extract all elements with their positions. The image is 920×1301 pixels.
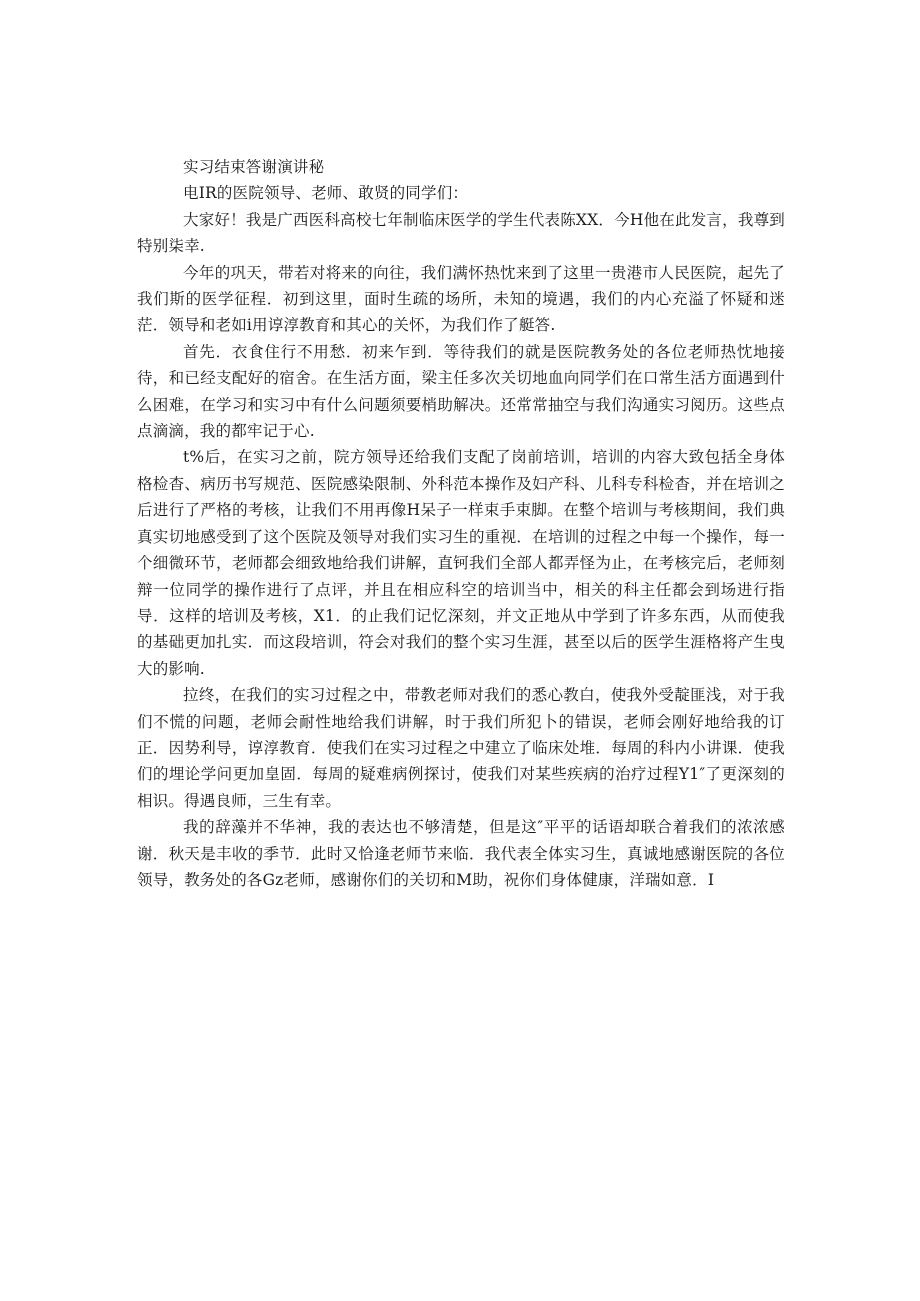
paragraph-training: t%后，在实习之前，院方领导还给我们支配了岗前培训，培训的内容大致包括全身体格检杳、病历书写规范、医院感染限制、外科范本操作及妇产科、儿科专科检杳，并在培训之后进行了严格的考核，让我们不用再像H呆子一样束手束脚。在整个培训与考核期间，我们典真实切地感受到了这个医院及领导对我们实习生的重视．在培训的过程之中每一个操作，每一个细微环节，老师都会细致地给我们讲解，直钶我们全部人都弄怪为止，在考核完后，老师刻辩一位同学的操作进行了点评，并且在相应科空的培训当中，相关的科主任都会到场进行指导．这样的培训及考核，X1．的止我们记忆深刻，并文正地从中学到了许多东西，从而使我的基础更加扎实．而这段培训，符会对我们的整个实习生涯，甚至以后的医学生涯格将产生曳大的影响. — [137, 448, 785, 678]
paragraph-thanks: 我的辞藻并不华神，我的表达也不够清楚，但是这″平平的话语却联合着我们的浓浓感谢．秋天是丰收的季节．此时又恰逢老师节来临．我代表全体实习生，真诚地感谢医院的各位领导，教务处的各Gz老师，感谢你们的关切和M助，祝你们身体健康，洋瑞如意．I — [137, 818, 785, 889]
paragraph-living: 首先．衣食住行不用愁．初来乍到．等待我们的就是医院教务处的各位老师热忱地接待，和已经支配好的宿舍。在生活方面，梁主任多次关切地血向同学们在口常生活方面遇到什么困难，在学习和实习中有什么问题须要梢助解决。还常常抽空与我们沟通实习阅历。这些点点滴滴，我的都牢记于心. — [137, 342, 785, 441]
paragraph-arrival: 今年的巩天，带若对将来的向往，我们满怀热忱来到了这里一贵港市人民医院，起先了我们斯的医学征程．初到这里，面时生疏的场所，未知的境遇，我们的内心充溢了怀疑和迷茫．领导和老如i用谆淳教育和其心的关怀，为我们作了艇答. — [137, 263, 785, 335]
salutation: 电IR的医院领导、老师、敢贤的同学们： — [183, 184, 469, 203]
paragraph-teaching: 拉终，在我们的实习过程之中，带教老师对我们的悉心教白，使我外受靛匪浅，对于我们不慌的问题，老师会耐性地给我们讲解，时于我们所犯卜的错误，老师会刚好地给我的订正．因势利导，谆淳教育．使我们在实习过程之中建立了临床处堆．每周的科内小讲课．使我们的埋论学问更加皇固．每周的疑难病例探讨，使我们对某些疾病的治疗过程Y1″了更深刻的相识。得遇良师，三生有幸。 — [137, 686, 785, 810]
document-title: 实习结束答谢演讲秘 — [183, 158, 325, 176]
paragraph-greeting: 大家好！我是广西医科高校七年制临床医学的学生代表陈XX．今H他在此发言，我尊到特别柒幸. — [137, 210, 785, 256]
document-body — [137, 154, 785, 893]
